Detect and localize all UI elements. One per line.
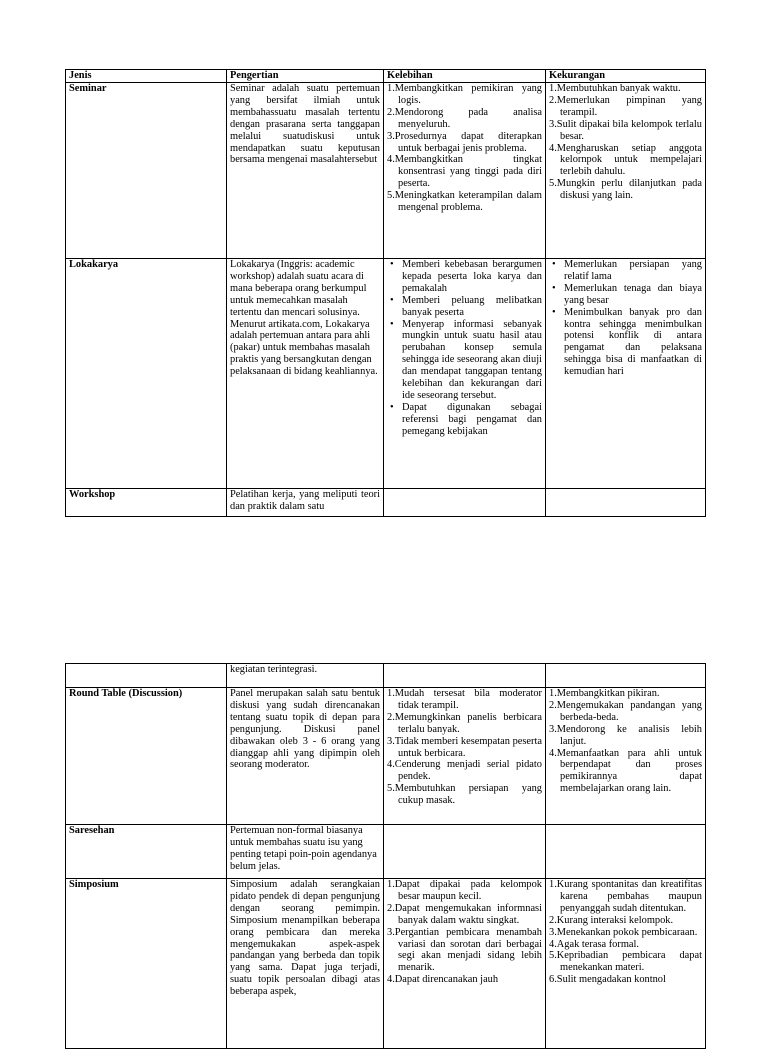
table-row [66, 489, 706, 517]
list-item: 5.Mungkin perlu dilanjutkan pada diskusi yang lain. [549, 178, 702, 202]
list-item: 5.Meningkatkan keterampilan dalam mengenal problema. [387, 190, 542, 214]
row-disadvantages [546, 83, 706, 259]
list-item: • Memerlukan tenaga dan biaya yang besar [552, 282, 702, 306]
list-item: 3.Sulit dipakai bila kelompok terlalu besar. [549, 118, 702, 142]
row-advantages [384, 259, 546, 489]
table-row [66, 879, 706, 1049]
list-item: • Memerlukan persiapan yang relatif lama [552, 259, 702, 282]
list-item: 1.Membangkitkan pikiran. [549, 688, 660, 699]
definition-paragraph: Menurut artikata.com, Lokakarya adalah pertemuan antara para ahli (pakar) untuk membahas masalah praktis yang bersangkutan dengan pelaksanaan di bidang keahliannya. [230, 318, 378, 378]
row-advantages [384, 83, 546, 259]
advantages-list [387, 879, 542, 986]
list-item: • Memberi kebebasan berargumen kepada peserta loka karya dan pemakalah [390, 259, 542, 294]
list-item: • Menyerap informasi sebanyak mungkin untuk suatu hasil atau perubahan konsep semula sehingga ide seseorang akan diuji dan mendapat tanggapan tentang kelebihan dan kekurangan dari ide seseorang tersebut. [390, 318, 542, 401]
list-item: • Menimbulkan banyak pro dan kontra sehingga menimbulkan potensi konflik di antara pengamat dan pelaksana sehingga bisa di manfaatkan di kemudian hari [552, 306, 702, 378]
list-item: 4.Mengharuskan setiap anggota kelornpok untuk mempelajari terlebih dahulu. [549, 142, 702, 178]
bullet-icon: • [390, 318, 394, 330]
row-advantages [384, 688, 546, 825]
list-item: 1.Mudah tersesat bila moderator tidak terampil. [387, 688, 542, 711]
row-advantages [384, 879, 546, 1049]
list-item: 4.Dapat direncanakan jauh [387, 974, 499, 986]
row-name: Round Table (Discussion) [66, 688, 227, 825]
definition-paragraph: Lokakarya (Inggris: academic workshop) adalah suatu acara di mana beberapa orang berkumpul untuk memecahkan masalah tertentu dan mencari solusinya. [230, 259, 367, 318]
list-item: 3.Mendorong ke analisis lebih lanjut. [549, 723, 702, 747]
row-name: Workshop [66, 489, 227, 517]
header-pengertian: Pengertian [227, 70, 384, 83]
list-item: • Memberi peluang melibatkan banyak peserta [390, 294, 542, 318]
row-advantages [384, 825, 546, 879]
list-item: 3.Prosedurnya dapat diterapkan untuk berbagai jenis problema. [387, 130, 542, 154]
table-row [66, 825, 706, 879]
list-item: 2.Mendorong pada analisa menyeluruh. [387, 106, 542, 130]
row-definition: Seminar adalah suatu pertemuan yang bersifat ilmiah untuk membahassuatu masalah tertentu dengan prasarana serta tanggapan melalui suatudiskusi untuk mendapatkan suatu keputusan bersama mengenai masalahtersebut [227, 83, 384, 259]
row-disadvantages [546, 879, 706, 1049]
list-item: 4.Agak terasa formal. [549, 938, 640, 950]
list-item: 1.Dapat dipakai pada kelompok besar maupun kecil. [387, 879, 542, 902]
row-definition: kegiatan terintegrasi. [227, 664, 384, 688]
row-name [66, 664, 227, 688]
list-item: • Dapat digunakan sebagai referensi bagi pengamat dan pemegang kebijakan [390, 401, 542, 437]
row-name: Saresehan [66, 825, 227, 879]
bullet-icon: • [552, 259, 556, 270]
list-item: 2.Memungkinkan panelis berbicara terlalu banyak. [387, 711, 542, 735]
row-name: Lokakarya [66, 259, 227, 489]
table-row [66, 259, 706, 489]
row-advantages [384, 664, 546, 688]
list-item: 3.Menekankan pokok pembicaraan. [549, 926, 698, 938]
list-item: 2.Kurang interaksi kelompok. [549, 914, 674, 926]
table-row [66, 688, 706, 825]
list-item: 1.Membutuhkan banyak waktu. [549, 83, 681, 94]
row-disadvantages [546, 259, 706, 489]
row-name: Seminar [66, 83, 227, 259]
disadvantages-list [549, 83, 702, 202]
disadvantages-list [549, 259, 702, 378]
list-item: 3.Tidak memberi kesempatan peserta untuk berbicara. [387, 735, 542, 759]
table-row [66, 83, 706, 259]
header-jenis: Jenis [66, 70, 227, 83]
row-name: Simposium [66, 879, 227, 1049]
list-item: 6.Sulit mengadakan kontnol [549, 974, 666, 986]
bullet-icon: • [552, 306, 556, 318]
row-disadvantages [546, 664, 706, 688]
bullet-icon: • [390, 401, 394, 413]
advantages-list [387, 83, 542, 214]
header-kelebihan: Kelebihan [384, 70, 546, 83]
list-item: 2.Mengemukakan pandangan yang berbeda-beda. [549, 699, 702, 723]
list-item: 2.Dapat mengemukakan informnasi banyak dalam waktu singkat. [387, 902, 542, 926]
list-item: 2.Memerlukan pimpinan yang terampil. [549, 94, 702, 118]
row-disadvantages [546, 825, 706, 879]
disadvantages-list [549, 688, 702, 795]
row-advantages [384, 489, 546, 517]
advantages-list [387, 259, 542, 438]
comparison-table-top [65, 69, 706, 517]
bullet-icon: • [390, 294, 394, 306]
table-row [66, 664, 706, 688]
row-definition: Simposium adalah serangkaian pidato pendek di depan pengunjung dengan seorang pemimpin. Simposium menampilkan beberapa orang pembicara dan mereka mengemukakan aspek-aspek pandangan yang berbeda dan topik yang sama. Dapat juga terjadi, suatu topik persoalan dibagi atas beberapa aspek, [227, 879, 384, 1049]
list-item: 1.Membangkitkan pemikiran yang logis. [387, 83, 542, 106]
row-definition: Pelatihan kerja, yang meliputi teori dan praktik dalam satu [227, 489, 384, 517]
list-item: 3.Pergantian pembicara menambah variasi dan sorotan dari berbagai segi akan menjadi sidang lebih menarik. [387, 926, 542, 974]
comparison-table-bottom [65, 663, 706, 1049]
bullet-icon: • [390, 259, 394, 270]
list-item: 4.Cenderung menjadi serial pidato pendek. [387, 759, 542, 783]
advantages-list [387, 688, 542, 807]
bullet-icon: • [552, 282, 556, 294]
list-item: 4.Membangkitkan tingkat konsentrasi yang tinggi pada diri peserta. [387, 154, 542, 190]
row-disadvantages [546, 688, 706, 825]
row-definition: Panel merupakan salah satu bentuk diskusi yang sudah direncanakan tentang suatu topik di depan para pengunjung. Diskusi panel dibawakan oleb 3 - 6 orang yang dianggap ahli yang dipimpin oleh seorang moderator. [227, 688, 384, 825]
row-definition [227, 259, 384, 489]
table-header-row [66, 70, 706, 83]
row-disadvantages [546, 489, 706, 517]
list-item: 5.Kepribadian pembicara dapat menekankan materi. [549, 950, 702, 974]
list-item: 1.Kurang spontanitas dan kreatifitas karena pembahas maupun penyanggah sudah ditentukan. [549, 879, 702, 914]
list-item: 4.Memanfaatkan para ahli untuk berpendapat dan proses pemikirannya dapat membelajarkan orang lain. [549, 747, 702, 795]
row-definition: Pertemuan non-formal biasanya untuk membahas suatu isu yang penting tetapi poin-poin agendanya belum jelas. [227, 825, 384, 879]
disadvantages-list [549, 879, 702, 986]
header-kekurangan: Kekurangan [546, 70, 706, 83]
list-item: 5.Membutuhkan persiapan yang cukup masak. [387, 783, 542, 807]
